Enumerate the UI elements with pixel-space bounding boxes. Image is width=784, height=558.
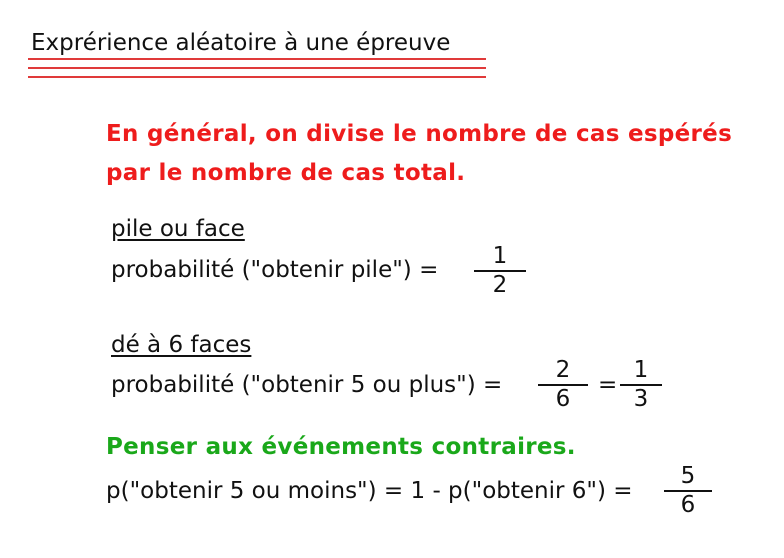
die-fraction-2	[620, 358, 662, 412]
general-rule-line-1: En général, on divise le nombre de cas espérés	[106, 121, 733, 147]
complement-numerator: 5	[680, 463, 696, 489]
coin-numerator: 1	[492, 243, 508, 269]
coin-heading: pile ou face	[111, 216, 245, 242]
coin-formula: probabilité ("obtenir pile") =	[111, 257, 439, 283]
complement-heading: Penser aux événements contraires.	[106, 434, 576, 460]
complement-denominator: 6	[680, 491, 696, 518]
die-denominator-1: 6	[555, 385, 571, 412]
complement-fraction	[664, 464, 712, 518]
page-title: Exprérience aléatoire à une épreuve	[31, 30, 451, 56]
coin-fraction	[474, 244, 526, 298]
die-formula: probabilité ("obtenir 5 ou plus") =	[111, 372, 503, 398]
die-heading: dé à 6 faces	[111, 332, 252, 358]
title-underline-1	[28, 58, 486, 60]
title-underline-3	[28, 76, 486, 78]
die-numerator-1: 2	[555, 357, 571, 383]
die-denominator-2: 3	[633, 385, 649, 412]
coin-denominator: 2	[492, 271, 508, 298]
title-underline-2	[28, 67, 486, 69]
general-rule-line-2: par le nombre de cas total.	[106, 160, 466, 186]
die-fraction-1	[538, 358, 588, 412]
die-equals: =	[598, 372, 618, 398]
complement-formula: p("obtenir 5 ou moins") = 1 - p("obtenir 6") =	[106, 478, 633, 504]
die-numerator-2: 1	[633, 357, 649, 383]
